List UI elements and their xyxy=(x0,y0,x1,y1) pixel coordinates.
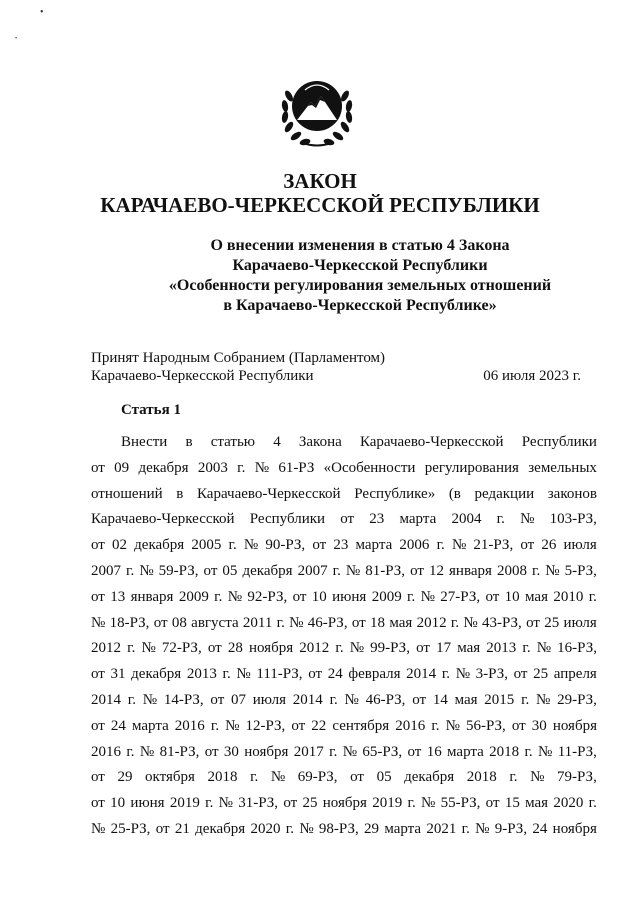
subtitle-line: Карачаево-Черкесской Республики xyxy=(232,257,488,274)
article-body-line: от 09 декабря 2003 г. № 61-РЗ «Особенности регулирования земельных xyxy=(91,459,597,476)
article-body-line: от 10 июня 2019 г. № 31-РЗ, от 25 ноября 2019 г. № 55-РЗ, от 15 мая 2020 г. xyxy=(91,795,597,812)
article-body-line: от 29 октября 2018 г. № 69-РЗ, от 05 декабря 2018 г. № 79-РЗ, xyxy=(91,769,597,786)
adoption-date: 06 июля 2023 г. xyxy=(483,368,581,384)
adoption-line: Принят Народным Собранием (Парламентом) xyxy=(91,350,386,366)
article-body-line: отношений в Карачаево-Черкесской Республике» (в редакции законов xyxy=(91,485,597,502)
article-body-line: 2007 г. № 59-РЗ, от 05 декабря 2007 г. № 81-РЗ, от 12 января 2008 г. № 5-РЗ, xyxy=(91,562,597,579)
article-body-line: Внести в статью 4 Закона Карачаево-Черкесской Республики xyxy=(121,434,597,450)
scan-mark: • xyxy=(15,36,18,42)
article-body-line: от 24 марта 2016 г. № 12-РЗ, от 22 сентября 2016 г. № 56-РЗ, от 30 ноября xyxy=(91,717,597,734)
article-body-line: от 31 декабря 2013 г. № 111-РЗ, от 24 февраля 2014 г. № 3-РЗ, от 25 апреля xyxy=(91,666,597,683)
article-body-line: Карачаево-Черкесской Республики от 23 марта 2004 г. № 103-РЗ, xyxy=(91,511,597,528)
adoption-line: Карачаево-Черкесской Республики xyxy=(91,368,314,384)
article-heading: Статья 1 xyxy=(121,402,181,418)
article-body-line: 2016 г. № 81-РЗ, от 30 ноября 2017 г. № 65-РЗ, от 16 марта 2018 г. № 11-РЗ, xyxy=(91,743,597,760)
document-type-title: ЗАКОН xyxy=(283,169,357,193)
article-body-line: от 02 декабря 2005 г. № 90-РЗ, от 23 марта 2006 г. № 21-РЗ, от 26 июля xyxy=(91,537,597,554)
article-body-line: 2014 г. № 14-РЗ, от 07 июля 2014 г. № 46-РЗ, от 14 мая 2015 г. № 29-РЗ, xyxy=(91,691,597,708)
republic-title: КАРАЧАЕВО-ЧЕРКЕССКОЙ РЕСПУБЛИКИ xyxy=(100,193,540,217)
subtitle-line: О внесении изменения в статью 4 Закона xyxy=(210,237,510,254)
republic-emblem-icon xyxy=(275,66,359,150)
scan-mark: • xyxy=(40,7,44,18)
adoption-block xyxy=(91,367,581,385)
article-body xyxy=(91,430,597,843)
subtitle-line: в Карачаево-Черкесской Республике» xyxy=(223,297,497,314)
article-body-line: 2012 г. № 72-РЗ, от 28 ноября 2012 г. № 99-РЗ, от 17 мая 2013 г. № 16-РЗ, xyxy=(91,640,597,657)
article-body-line: № 18-РЗ, от 08 августа 2011 г. № 46-РЗ, от 18 мая 2012 г. № 43-РЗ, от 25 июля xyxy=(91,614,597,631)
article-body-line: от 13 января 2009 г. № 92-РЗ, от 10 июня 2009 г. № 27-РЗ, от 10 мая 2010 г. xyxy=(91,588,597,605)
article-body-line: № 25-РЗ, от 21 декабря 2020 г. № 98-РЗ, 29 марта 2021 г. № 9-РЗ, 24 ноября xyxy=(91,820,597,837)
subtitle-line: «Особенности регулирования земельных отношений xyxy=(168,277,552,294)
